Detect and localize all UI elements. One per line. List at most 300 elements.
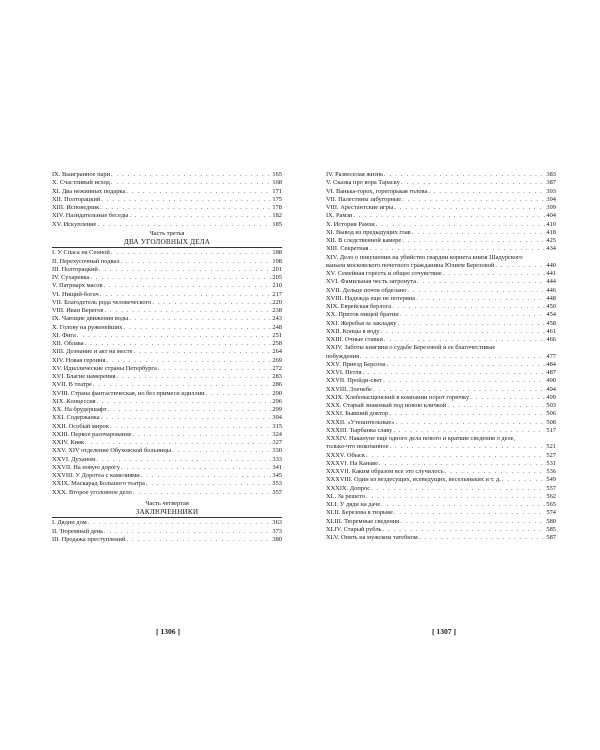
toc-entry-title: XXVII. На новую дорогу [52,463,120,471]
dot-leader [383,377,545,385]
toc-entry [52,171,282,179]
toc-page-number: 521 [546,443,556,451]
toc-entry-title: IV. Сухаревка [52,274,90,281]
toc-entry [326,501,556,509]
toc-entry [52,324,282,332]
part-three-entries [52,249,282,497]
dot-leader [407,287,545,295]
toc-page-number: 243 [272,315,282,323]
toc-page-number: 269 [272,356,282,364]
toc-entry-title: XXV. XIV отделение Обуховской больницы [52,447,172,455]
toc-entry [326,179,556,187]
toc-page-number: 201 [272,265,282,273]
toc-page-number: 283 [272,373,282,380]
dot-leader [353,212,545,220]
left-page-number: [ 1306 ] [155,627,181,636]
dot-leader [108,406,272,414]
dot-leader [447,402,545,410]
toc-entry [326,262,556,270]
dot-leader [390,443,546,451]
toc-entry [52,447,282,455]
toc-entry [326,369,556,377]
dot-leader [445,468,546,476]
toc-page-number: 290 [272,389,282,397]
toc-entry-title: XXIII. Очные ставки [326,336,383,343]
toc-page-number: 585 [546,525,556,533]
toc-page-number: 536 [546,468,556,475]
dot-leader [400,311,546,319]
toc-entry-title: XXX. Старый знакомый под новою кличкой [326,402,447,409]
toc-entry-title: XXV. Приезд Берсона [326,360,386,368]
toc-entry-title: VII. Благодетель рода человеческого [52,298,152,306]
toc-entry-continuation: ваньем московского почетного гражданина Юлием Березовой [326,261,495,269]
toc-entry-title: XVII. Дельце почти обделано [326,286,407,294]
toc-page-number: 248 [272,323,282,331]
dot-leader [100,291,272,299]
toc-entry [326,419,556,427]
dot-leader [370,245,546,253]
toc-page-number: 425 [546,237,556,244]
toc-entry-title: XV. Идиллические страны Петербурга [52,364,157,372]
toc-entry [326,452,556,460]
toc-entry-line [326,254,556,262]
toc-entry-title: XXVI. Петля [326,369,362,376]
dot-leader [395,419,545,427]
toc-page-number: 477 [546,352,556,360]
toc-entry-title: XLI. У дяди на даче [326,501,381,508]
dot-leader [394,509,546,517]
toc-entry [52,315,282,323]
toc-entry-title: XVIII. Надежда еще не потеряна [326,294,416,302]
toc-page-number: 178 [272,204,282,211]
toc-entry-title: VI. Нищий-богач [52,290,99,298]
toc-page-number: 345 [272,472,282,479]
toc-entry [326,476,556,484]
left-entries-top [52,171,282,229]
toc-entry-title: XXVIII. Эленебе [326,385,372,393]
dot-leader [90,274,271,282]
toc-page-number: 383 [546,171,556,178]
dot-leader [158,365,272,373]
toc-entry-continuation: побуждения [326,352,360,360]
dot-leader [133,489,272,497]
dot-leader [402,237,545,245]
toc-entry-title: XIII. Исповедник [52,204,100,211]
toc-entry [52,196,282,204]
toc-page-number: 448 [546,294,556,302]
dot-leader [412,229,546,237]
toc-entry-title: X. История Рамзи [326,220,375,228]
toc-entry [52,282,282,290]
toc-page-number: 517 [546,426,556,434]
toc-entry-title: XI. Два нежинных подарка [52,187,126,195]
toc-page-number: 508 [546,418,556,426]
toc-entry [326,278,556,286]
dot-leader [382,526,545,534]
toc-entry-title: VI. Ванька-горох, горегорькая голова [326,187,428,195]
dot-leader [101,196,271,204]
toc-page-number: 304 [272,414,282,422]
toc-entry-title: XXXIX. Допрос [326,484,371,492]
toc-entry-title: VII. Палестины забугорные [326,195,402,203]
toc-entry-title: XI. Фига [52,331,76,339]
toc-page-number: 410 [546,220,556,228]
toc-page-number: 461 [546,327,556,335]
toc-entry-continuation: только-что покопанное [326,443,389,451]
toc-entry-title: XXXI. Бывший доктор [326,410,389,418]
toc-entry [52,179,282,187]
toc-entry [326,518,556,526]
toc-entry [326,245,556,253]
dot-leader [371,485,545,493]
toc-entry [326,212,556,220]
toc-entry [326,468,556,476]
toc-entry [326,295,556,303]
toc-entry [52,258,282,266]
part-four-entries [52,519,282,544]
dot-leader [394,204,545,212]
toc-page-number: 185 [272,220,282,228]
toc-page-number: 286 [272,381,282,389]
toc-page-number: 238 [272,307,282,314]
toc-page-number: 487 [546,369,556,376]
toc-entry [326,270,556,278]
dot-leader [470,394,545,402]
toc-entry-title: XV. Семейная горесть и общее сочувствие [326,270,442,277]
toc-page-number: 198 [272,257,282,265]
toc-page-number: 175 [272,195,282,203]
dot-leader [96,456,271,464]
toc-entry-title: XXXIII. Тырбанка славу [326,426,393,434]
toc-page-number: 446 [546,286,556,294]
toc-entry-title: XXIX. Маскарад Большого театра [52,480,145,488]
dot-leader [401,179,545,187]
toc-page-number: 315 [272,422,282,430]
dot-leader [152,299,271,307]
toc-entry-title: XLIV. Старый рубль [326,525,382,533]
dot-leader [402,196,545,204]
toc-entry-title: XXXVI. На Канаве [326,459,378,467]
toc-entry [326,353,556,361]
toc-entry [52,188,282,196]
toc-entry [52,519,282,527]
dot-leader [495,262,545,270]
dot-leader [416,295,545,303]
toc-entry [326,460,556,468]
toc-entry [326,336,556,344]
toc-entry [52,291,282,299]
toc-entry [326,196,556,204]
toc-entry [52,365,282,373]
toc-entry [52,398,282,406]
toc-entry-title: I. Дядин дом [52,519,87,527]
toc-entry-title: XLV. Опять на мужском татебном [326,534,418,541]
toc-entry-title: XXIV. Кияк [52,439,85,446]
toc-page-number: 441 [546,270,556,277]
dot-leader [381,328,546,336]
dot-leader [392,303,545,311]
toc-entry [326,377,556,385]
toc-page-number: 258 [272,340,282,347]
toc-entry [52,406,282,414]
dot-leader [103,282,271,290]
toc-entry-title: V. Сказка про вора Тараску [326,179,400,187]
toc-entry-title: XVI. Благие намерения [52,373,116,380]
toc-entry-title: XVI. Фамильная честь затронута [326,278,416,286]
dot-leader [104,528,271,536]
toc-entry-line [326,344,556,352]
toc-page-number: 393 [546,187,556,195]
part-three-heading [52,230,282,247]
dot-leader [373,386,546,394]
toc-page-number: 466 [546,336,556,343]
toc-entry [52,456,282,464]
dot-leader [88,519,272,527]
toc-entry-title: IX. Чающие движения воды [52,315,129,323]
toc-page-number: 494 [546,385,556,393]
toc-entry [52,480,282,488]
dot-leader [111,171,271,179]
toc-page-number: 484 [546,360,556,368]
left-page-toc [52,171,282,544]
toc-page-number: 380 [272,535,282,543]
toc-entry [326,221,556,229]
toc-entry-title: XXXII. «Утешительные» [326,418,395,426]
dot-leader [101,414,272,422]
toc-page-number: 188 [272,249,282,257]
toc-entry-title: III. Продажа преступлений [52,535,126,543]
dot-leader [126,188,271,196]
toc-entry-title: II. Перехусочный подвал [52,257,120,265]
toc-entry [326,328,556,336]
toc-entry-title: XIV. Новая героиня [52,356,106,364]
dot-leader [362,369,545,377]
dot-leader [129,212,271,220]
toc-entry [52,528,282,536]
right-page-toc [326,171,556,542]
toc-entry-title: XXI. Содержанка [52,414,100,422]
toc-entry [52,423,282,431]
toc-entry-title: XXII. Концы в воду [326,327,380,335]
toc-entry-title: IX. Выигранное пари [52,171,110,178]
dot-leader [85,439,271,447]
toc-entry [52,390,282,398]
toc-entry [52,212,282,220]
toc-entry-title: XXVIII. У Доротеа с камелиями [52,472,140,479]
dot-leader [121,464,271,472]
toc-page-number: 574 [546,509,556,517]
toc-entry [52,373,282,381]
toc-entry-title: XXXV. Обыск [326,451,365,459]
part-four-heading [52,500,282,517]
toc-entry [52,472,282,480]
toc-entry [326,188,556,196]
toc-entry-title: XLIII. Тюремные сведения [326,517,400,525]
toc-entry [52,348,282,356]
dot-leader [111,179,272,187]
dot-leader [117,373,272,381]
toc-page-number: 210 [272,282,282,290]
dot-leader [502,476,545,484]
dot-leader [93,381,272,389]
toc-entry-title: III. Полторацкий [52,265,98,273]
toc-page-number: 531 [546,459,556,467]
toc-page-number: 357 [272,488,282,496]
toc-page-number: 264 [272,348,282,356]
toc-page-number: 458 [546,319,556,327]
toc-entry-title: V. Патриарх масов [52,282,103,290]
toc-entry-title: XIX. Еврейская берлога [326,303,392,310]
dot-leader [360,353,545,361]
dot-leader [133,431,272,439]
toc-entry-title: VIII. Арестантские игры [326,204,394,211]
dot-leader [366,452,545,460]
right-page-number: [ 1307 ] [431,627,457,636]
dot-leader [400,518,545,526]
toc-page-number: 251 [272,331,282,339]
dot-leader [206,390,272,398]
toc-entry-title: VIII. Иван Верегов [52,307,104,314]
toc-entry [326,394,556,402]
toc-page-number: 387 [546,179,556,187]
toc-page-number: 299 [272,406,282,413]
dot-leader [384,336,546,344]
toc-entry-title: XIV. Назидательные беседы [52,212,129,220]
part-three-rule [52,247,282,248]
toc-page-number: 341 [272,463,282,471]
toc-page-number: 182 [272,212,282,220]
toc-page-number: 450 [546,303,556,310]
toc-entry [52,299,282,307]
toc-entry [326,386,556,394]
dot-leader [389,410,545,418]
toc-entry-title: X. Голову на руженейших [52,323,123,331]
toc-entry-title: XXX. Второе уголовное дело [52,488,132,496]
toc-entry-title: XX. На брудершафт [52,406,107,413]
toc-entry [326,402,556,410]
dot-leader [384,171,545,179]
toc-entry-title: IX. Рамзи [326,212,353,220]
toc-page-number: 565 [546,501,556,508]
toc-entry-title: XLII. Березова в тюрьме [326,509,393,517]
toc-page-number: 217 [272,290,282,298]
toc-page-number: 165 [272,171,282,178]
dot-leader [443,270,546,278]
toc-entry [52,414,282,422]
toc-page-number: 373 [272,527,282,535]
toc-page-number: 490 [546,377,556,385]
toc-entry [52,221,282,229]
toc-page-number: 330 [272,447,282,455]
dot-leader [77,332,272,340]
toc-entry-title: XL. За решето [326,492,366,500]
toc-page-number: 454 [546,311,556,319]
dot-leader [141,472,272,480]
dot-leader [126,536,271,544]
part-three-title: ДВА УГОЛОВНЫХ ДЕЛА [123,237,211,246]
toc-entry [52,340,282,348]
toc-entry-title: XXXVII. Каким образом все это случилось [326,468,444,475]
toc-entry-title: XIX. Концессия [52,397,96,405]
dot-leader [97,221,271,229]
toc-page-number: 549 [546,476,556,484]
toc-entry [326,427,556,435]
dot-leader [100,204,271,212]
toc-entry [326,237,556,245]
toc-entry [326,534,556,542]
toc-entry [326,410,556,418]
toc-entry [326,303,556,311]
toc-page-number: 353 [272,480,282,488]
toc-entry [52,536,282,544]
toc-page-number: 557 [546,484,556,492]
dot-leader [397,320,545,328]
toc-entry-title: XIII. Секретная [326,245,369,253]
part-four-title: ЗАКЛЮЧЕННИКИ [135,507,199,516]
toc-entry-title: XII. Полторацкий [52,195,101,203]
toc-entry-title: XXVII. Пройди-свет [326,377,382,385]
dot-leader [379,460,545,468]
dot-leader [133,348,271,356]
toc-entry-title: XI. Вывод из предыдущих глав [326,228,411,236]
toc-entry [326,493,556,501]
toc-entry [326,171,556,179]
dot-leader [106,357,271,365]
toc-page-number: 171 [272,187,282,195]
dot-leader [428,188,545,196]
dot-leader [104,307,271,315]
toc-page-number: 499 [546,393,556,401]
dot-leader [419,534,546,542]
toc-entry-title: II. Тюремный день [52,527,104,535]
toc-entry [52,332,282,340]
toc-entry-title: X. Счастливый исход [52,179,110,187]
toc-page-number: 580 [546,517,556,525]
dot-leader [85,340,272,348]
toc-page-number: 404 [546,212,556,220]
dot-leader [146,480,272,488]
toc-entry-title: XV. Искупление [52,220,97,228]
toc-entry [326,204,556,212]
toc-page-number: 434 [546,245,556,253]
toc-page-number: 296 [272,397,282,405]
dot-leader [387,361,546,369]
toc-entry [52,266,282,274]
toc-entry-line [326,435,556,443]
dot-leader [121,258,272,266]
toc-page-number: 333 [272,455,282,463]
dot-leader [110,423,272,431]
toc-page-number: 327 [272,439,282,446]
toc-page-number: 324 [272,430,282,438]
toc-entry [326,229,556,237]
toc-page-number: 503 [546,402,556,409]
toc-entry-title: XXII. Особый мирок [52,422,109,430]
dot-leader [417,278,545,286]
toc-page-number: 506 [546,410,556,418]
toc-page-number: 562 [546,492,556,500]
right-entries [326,171,556,542]
toc-entry-title: XXXIV. Накануне еще одного дела нового и краткие сведения о деле, [326,435,516,442]
toc-entry [52,274,282,282]
toc-entry-title: XXI. Жеребья за закладку [326,319,397,327]
part-four-label: Часть четвертая [145,499,189,507]
dot-leader [172,447,271,455]
toc-entry [326,509,556,517]
toc-entry [326,287,556,295]
dot-leader [376,221,546,229]
dot-leader [97,398,272,406]
